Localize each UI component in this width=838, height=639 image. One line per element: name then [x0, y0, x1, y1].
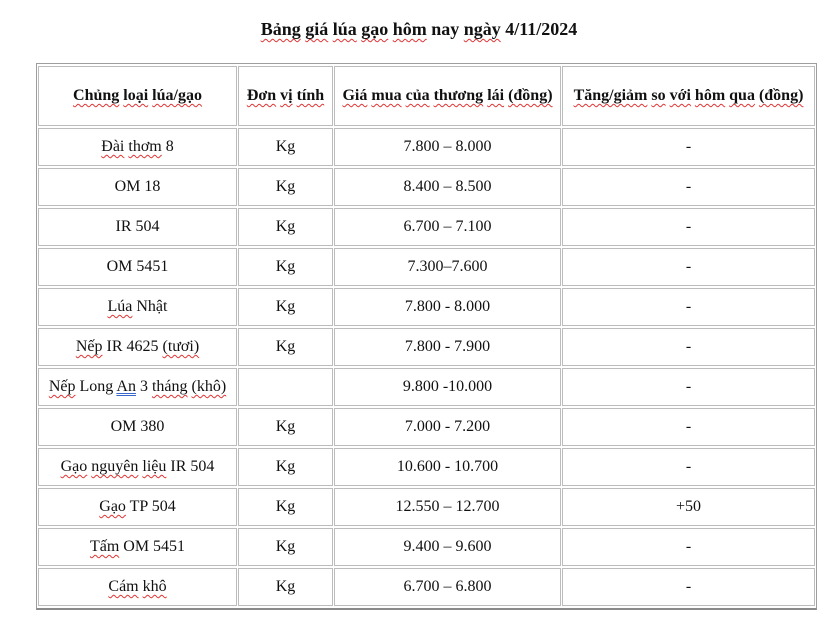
cell-change: - [562, 248, 815, 286]
word: Long [79, 378, 114, 395]
cell-product [38, 368, 237, 406]
misspelled-word: Tấm [89, 538, 120, 555]
column-header-product [38, 66, 237, 126]
misspelled-word: Tăng/giảm [573, 87, 648, 104]
misspelled-word: nguyên [91, 458, 139, 475]
misspelled-word: gạo [361, 19, 389, 39]
table-row [38, 368, 815, 406]
cell-price: 7.000 - 7.200 [334, 408, 561, 446]
misspelled-word: Cám [108, 578, 139, 595]
table-row [38, 248, 815, 286]
cell-unit: Kg [238, 488, 333, 526]
table-row [38, 168, 815, 206]
misspelled-word: thơm [128, 138, 162, 155]
misspelled-word: Đơn [246, 87, 277, 104]
cell-change: - [562, 528, 815, 566]
misspelled-word: (khô) [191, 378, 227, 395]
cell-change: - [562, 448, 815, 486]
misspelled-word: (tươi) [162, 338, 200, 355]
word: Nhật [136, 298, 168, 315]
price-table [36, 63, 817, 610]
page-title [0, 0, 838, 42]
cell-product [38, 288, 237, 326]
cell-unit: Kg [238, 128, 333, 166]
cell-unit: Kg [238, 568, 333, 606]
misspelled-word: hôm [694, 87, 726, 104]
misspelled-word: so [651, 87, 666, 104]
table-row [38, 328, 815, 366]
table-row [38, 128, 815, 166]
cell-product [38, 568, 237, 606]
word: 3 [139, 378, 148, 395]
cell-price: 7.800 – 8.000 [334, 128, 561, 166]
cell-price: 6.700 – 7.100 [334, 208, 561, 246]
cell-change: - [562, 208, 815, 246]
cell-product [38, 328, 237, 366]
word: IR 504 [115, 218, 160, 235]
cell-price: 9.400 – 9.600 [334, 528, 561, 566]
misspelled-word: Chủng [73, 87, 120, 104]
table-row [38, 408, 815, 446]
column-header-change [562, 66, 815, 126]
word: TP 504 [129, 498, 176, 515]
cell-change: - [562, 568, 815, 606]
misspelled-word: Gạo [60, 458, 88, 475]
misspelled-word: mua [371, 87, 402, 104]
misspelled-word: lái [487, 87, 505, 104]
cell-change: - [562, 408, 815, 446]
misspelled-word: lúa [332, 19, 357, 39]
cell-unit: Kg [238, 288, 333, 326]
misspelled-word: giá [305, 19, 329, 39]
cell-product [38, 128, 237, 166]
misspelled-word: Nếp [48, 378, 76, 395]
word: nay [431, 19, 460, 39]
cell-change: - [562, 368, 815, 406]
misspelled-word: Đài [101, 138, 125, 155]
word: IR 4625 [106, 338, 159, 355]
cell-unit: Kg [238, 328, 333, 366]
cell-price: 7.800 - 8.000 [334, 288, 561, 326]
cell-price: 7.300–7.600 [334, 248, 561, 286]
cell-price: 7.800 - 7.900 [334, 328, 561, 366]
table-row [38, 568, 815, 606]
cell-unit: Kg [238, 448, 333, 486]
table-row [38, 528, 815, 566]
word: OM 18 [114, 178, 161, 195]
cell-product [38, 408, 237, 446]
misspelled-word: hôm [392, 19, 427, 39]
cell-product [38, 448, 237, 486]
table-header-row [38, 66, 815, 126]
cell-price: 12.550 – 12.700 [334, 488, 561, 526]
word: OM 5451 [123, 538, 186, 555]
misspelled-word: Bảng [260, 19, 301, 39]
cell-price: 9.800 -10.000 [334, 368, 561, 406]
misspelled-word: Giá [342, 87, 368, 104]
table-row [38, 448, 815, 486]
misspelled-word: với [669, 87, 691, 104]
word: 8 [165, 138, 174, 155]
cell-change: - [562, 168, 815, 206]
cell-product [38, 528, 237, 566]
table-body [38, 128, 815, 606]
word: IR 504 [170, 458, 215, 475]
cell-change: +50 [562, 488, 815, 526]
table-row [38, 488, 815, 526]
word: OM 5451 [106, 258, 169, 275]
cell-change: - [562, 328, 815, 366]
misspelled-word: Gạo [99, 498, 126, 515]
cell-price: 6.700 – 6.800 [334, 568, 561, 606]
misspelled-word: (đồng) [508, 87, 553, 104]
misspelled-word: tháng [151, 378, 188, 395]
misspelled-word: ngày [463, 19, 501, 39]
misspelled-word: (đồng) [758, 87, 804, 104]
cell-price: 8.400 – 8.500 [334, 168, 561, 206]
cell-product [38, 168, 237, 206]
cell-change: - [562, 288, 815, 326]
misspelled-word: của [405, 87, 430, 104]
misspelled-word: qua [729, 87, 755, 104]
cell-change: - [562, 128, 815, 166]
misspelled-word: Lúa [107, 298, 133, 315]
cell-price: 10.600 - 10.700 [334, 448, 561, 486]
misspelled-word: Nếp [75, 338, 103, 355]
cell-unit: Kg [238, 208, 333, 246]
cell-unit: Kg [238, 528, 333, 566]
grammar-flagged-word: An [116, 378, 136, 395]
cell-product [38, 248, 237, 286]
misspelled-word: thương [433, 87, 484, 104]
misspelled-word: loại [123, 87, 149, 104]
cell-unit [238, 368, 333, 406]
word: 4/11/2024 [505, 19, 578, 39]
misspelled-word: khô [142, 578, 167, 595]
cell-product [38, 208, 237, 246]
column-header-price [334, 66, 561, 126]
table-row [38, 288, 815, 326]
cell-unit: Kg [238, 408, 333, 446]
cell-product [38, 488, 237, 526]
cell-unit: Kg [238, 168, 333, 206]
misspelled-word: vị [280, 87, 293, 104]
column-header-unit [238, 66, 333, 126]
misspelled-word: lúa/gạo [152, 87, 202, 104]
table-row [38, 208, 815, 246]
misspelled-word: liệu [142, 458, 167, 475]
word: OM 380 [110, 418, 165, 435]
cell-unit: Kg [238, 248, 333, 286]
misspelled-word: tính [296, 87, 325, 104]
